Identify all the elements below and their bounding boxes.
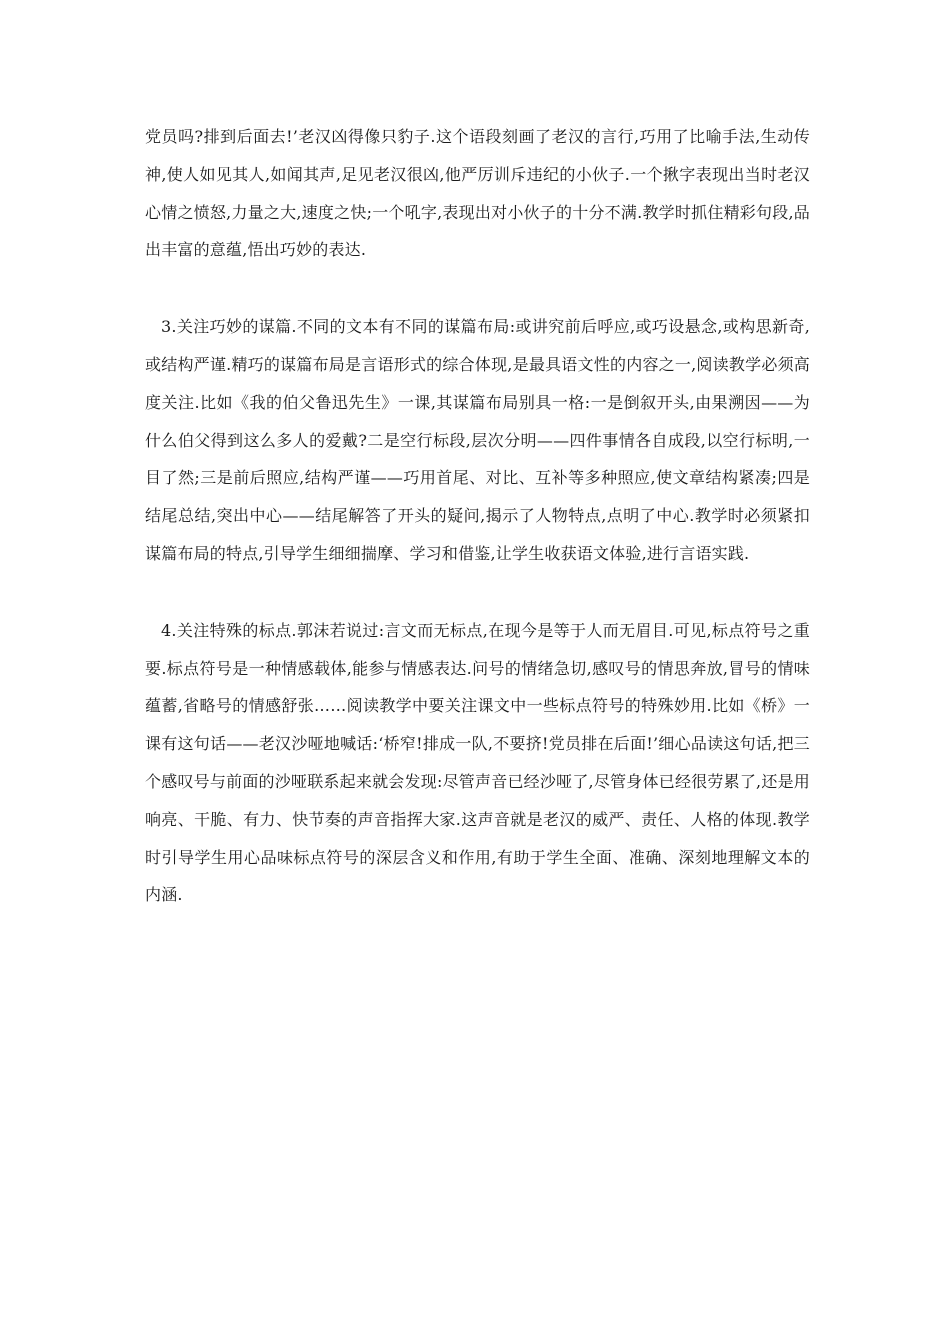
paragraph-point-4: 4.关注特殊的标点.郭沫若说过:言文而无标点,在现今是等于人而无眉目.可见,标点符号之重要.标点符号是一种情感载体,能参与情感表达.问号的情绪急切,感叹号的情思奔放,冒号的情味蕴蓄,省略号的情感舒张……阅读教学中要关注课文中一些标点符号的特殊妙用.比如《桥》一课有这句话——老汉沙哑地喊话:‘桥窄!排成一队,不要挤!党员排在后面!’细心品读这句话,把三个感叹号与前面的沙哑联系起来就会发现:尽管声音已经沙哑了,尽管身体已经很劳累了,还是用响亮、干脆、有力、快节奏的声音指挥大家.这声音就是老汉的威严、责任、人格的体现.教学时引导学生用心品味标点符号的深层含义和作用,有助于学生全面、准确、深刻地理解文本的内涵. — [145, 620, 810, 905]
document-body — [145, 118, 810, 914]
paragraph-point-3: 3.关注巧妙的谋篇.不同的文本有不同的谋篇布局:或讲究前后呼应,或巧设悬念,或构思新奇,或结构严谨.精巧的谋篇布局是言语形式的综合体现,是最具语文性的内容之一,阅读教学必须高度关注.比如《我的伯父鲁迅先生》一课,其谋篇布局别具一格:一是倒叙开头,由果溯因——为什么伯父得到这么多人的爱戴?二是空行标段,层次分明——四件事情各自成段,以空行标明,一目了然;三是前后照应,结构严谨——巧用首尾、对比、互补等多种照应,使文章结构紧凑;四是结尾总结,突出中心——结尾解答了开头的疑问,揭示了人物特点,点明了中心.教学时必须紧扣谋篇布局的特点,引导学生细细揣摩、学习和借鉴,让学生收获语文体验,进行言语实践. — [145, 317, 810, 563]
paragraph-continuation: 党员吗?排到后面去!’老汉凶得像只豹子.这个语段刻画了老汉的言行,巧用了比喻手法,生动传神,使人如见其人,如闻其声,足见老汉很凶,他严厉训斥违纪的小伙子.一个揪字表现出当时老汉心情之愤怒,力量之大,速度之快;一个吼字,表现出对小伙子的十分不满.教学时抓住精彩句段,品出丰富的意蕴,悟出巧妙的表达. — [145, 127, 810, 260]
